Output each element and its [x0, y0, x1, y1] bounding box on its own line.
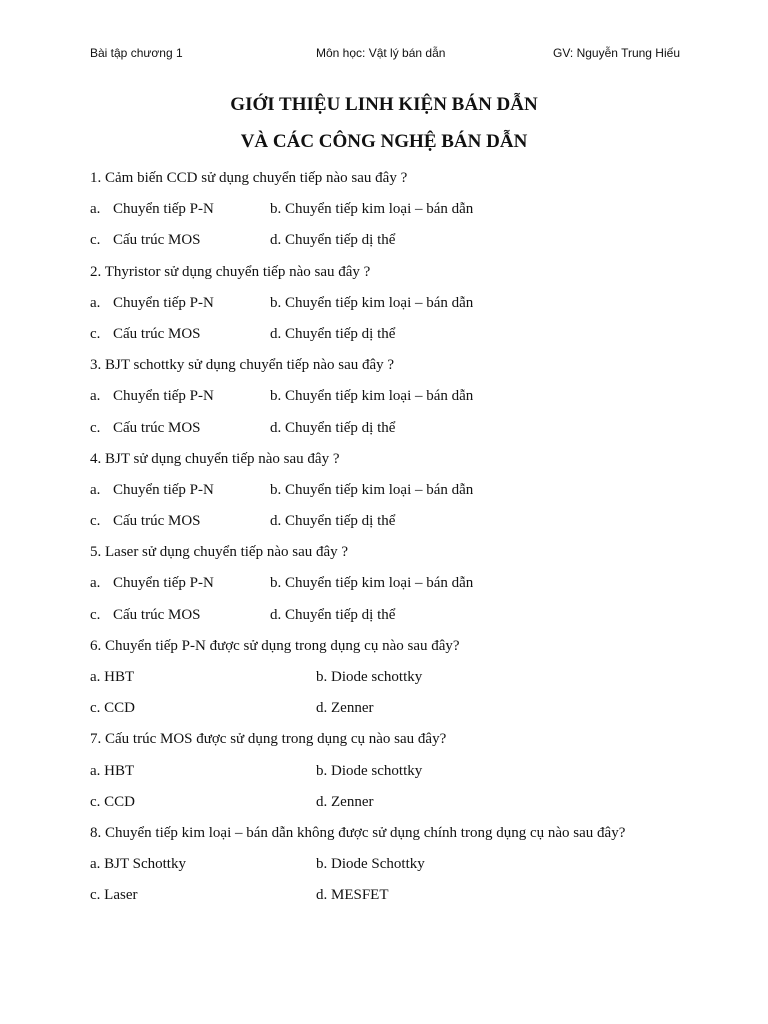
option-b: b. Chuyển tiếp kim loại – bán dẫn: [270, 294, 474, 311]
question-8: 8. Chuyển tiếp kim loại – bán dẫn không được sử dụng chính trong dụng cụ nào sau đây?: [90, 824, 626, 841]
option-b: b. Chuyển tiếp kim loại – bán dẫn: [270, 388, 474, 405]
question-7-options-ab: [90, 756, 730, 787]
option-a: a. HBT: [90, 669, 135, 685]
question-6: 6. Chuyển tiếp P-N được sử dụng trong dụng cụ nào sau đây?: [90, 637, 460, 654]
option-d: d. Chuyển tiếp dị thể: [270, 606, 396, 623]
question-2-options-ab: a. Chuyển tiếp P-N b. Chuyển tiếp kim loại – bán dẫn: [90, 288, 730, 319]
option-a: Chuyển tiếp P-N: [113, 481, 214, 498]
header-subject: Môn học: Vật lý bán dẫn: [316, 46, 446, 60]
header-chapter: Bài tập chương 1: [90, 46, 183, 60]
option-c: c. CCD: [90, 700, 135, 717]
question-8-options-ab: [90, 849, 730, 880]
question-2: 2. Thyristor sử dụng chuyển tiếp nào sau đây ?: [90, 263, 371, 280]
option-d: d. Chuyển tiếp dị thể: [270, 419, 396, 436]
question-1: 1. Cảm biến CCD sử dụng chuyển tiếp nào sau đây ?: [90, 170, 408, 186]
option-c: c. CCD: [90, 793, 135, 810]
question-5-options-cd: c. Cấu trúc MOS d. Chuyển tiếp dị thể: [90, 600, 730, 631]
question-1-options-cd: c. Cấu trúc MOS d. Chuyển tiếp dị thể: [90, 225, 730, 256]
option-b: b. Chuyển tiếp kim loại – bán dẫn: [270, 575, 474, 592]
title-line-1: GIỚI THIỆU LINH KIỆN BÁN DẪN: [230, 94, 538, 115]
question-1-options-ab: a. Chuyển tiếp P-N b. Chuyển tiếp kim loại – bán dẫn: [90, 194, 730, 225]
option-d: d. Chuyển tiếp dị thể: [270, 513, 396, 530]
option-d: d. Chuyển tiếp dị thể: [270, 325, 396, 342]
option-b: b. Diode Schottky: [316, 856, 425, 873]
question-3-options-cd: c. Cấu trúc MOS d. Chuyển tiếp dị thể: [90, 413, 730, 444]
question-6-options-cd: [90, 693, 730, 724]
option-a: Chuyển tiếp P-N: [113, 201, 214, 218]
question-4: 4. BJT sử dụng chuyển tiếp nào sau đây ?: [90, 450, 340, 467]
question-7-options-cd: [90, 787, 730, 818]
question-4-options-ab: a. Chuyển tiếp P-N b. Chuyển tiếp kim loại – bán dẫn: [90, 475, 730, 506]
option-c: c. Laser: [90, 887, 138, 904]
question-5: 5. Laser sử dụng chuyển tiếp nào sau đây ?: [90, 544, 349, 561]
question-7: 7. Cấu trúc MOS được sử dụng trong dụng cụ nào sau đây?: [90, 731, 447, 748]
option-a: a. HBT: [90, 762, 135, 779]
question-list: [90, 163, 730, 912]
question-3: 3. BJT schottky sử dụng chuyển tiếp nào sau đây ?: [90, 357, 395, 374]
option-d: d. Zenner: [316, 793, 374, 810]
option-b: b. Chuyển tiếp kim loại – bán dẫn: [270, 481, 474, 498]
option-a: Chuyển tiếp P-N: [113, 575, 214, 592]
option-b: b. Diode schottky: [316, 669, 423, 685]
option-d: d. Zenner: [316, 700, 374, 717]
question-8-options-cd: [90, 880, 730, 911]
option-a: Chuyển tiếp P-N: [113, 294, 214, 311]
option-c: Cấu trúc MOS: [113, 232, 201, 249]
option-c: Cấu trúc MOS: [113, 513, 201, 530]
question-5-options-ab: a. Chuyển tiếp P-N b. Chuyển tiếp kim loại – bán dẫn: [90, 568, 730, 599]
question-6-options-ab: [90, 662, 730, 693]
option-b: b. Chuyển tiếp kim loại – bán dẫn: [270, 201, 474, 218]
question-4-options-cd: c. Cấu trúc MOS d. Chuyển tiếp dị thể: [90, 506, 730, 537]
option-c: Cấu trúc MOS: [113, 419, 201, 436]
title-line-2: VÀ CÁC CÔNG NGHỆ BÁN DẪN: [240, 131, 528, 152]
option-a: a. BJT Schottky: [90, 856, 186, 873]
option-a: Chuyển tiếp P-N: [113, 388, 214, 405]
option-c: Cấu trúc MOS: [113, 325, 201, 342]
option-c: Cấu trúc MOS: [113, 606, 201, 623]
question-3-options-ab: a. Chuyển tiếp P-N b. Chuyển tiếp kim loại – bán dẫn: [90, 381, 730, 412]
header-teacher: GV: Nguyễn Trung Hiếu: [553, 46, 680, 60]
option-d: d. Chuyển tiếp dị thể: [270, 232, 396, 249]
page-header: [90, 46, 680, 64]
option-d: d. MESFET: [316, 887, 389, 904]
option-b: b. Diode schottky: [316, 762, 423, 779]
question-2-options-cd: c. Cấu trúc MOS d. Chuyển tiếp dị thể: [90, 319, 730, 350]
